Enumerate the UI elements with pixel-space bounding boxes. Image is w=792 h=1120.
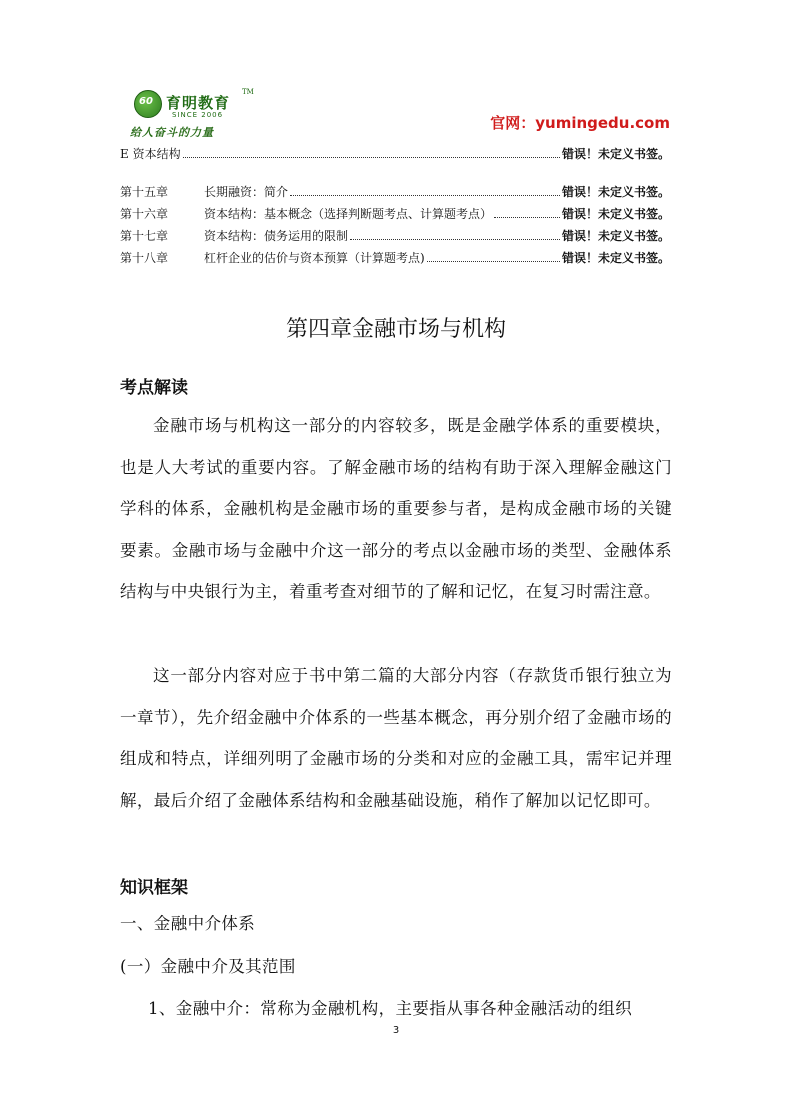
outline-item-level2: (一）金融中介及其范围 bbox=[120, 957, 296, 976]
website-label: 官网：yumingedu.com bbox=[490, 114, 670, 132]
toc-error-text: 错误！未定义书签。 bbox=[561, 251, 670, 265]
outline-item-level1: 一、金融中介体系 bbox=[120, 914, 256, 933]
logo-since: SINCE 2006 bbox=[172, 111, 224, 119]
toc-chapter-number: 第十五章 bbox=[120, 185, 169, 199]
outline-item-level3: 1、金融中介：常称为金融机构，主要指从事各种金融活动的组织 bbox=[148, 999, 633, 1018]
toc-leader-dots bbox=[290, 195, 560, 196]
toc-leader-dots bbox=[183, 157, 560, 158]
logo-trademark: TM bbox=[242, 88, 254, 96]
yuming-logo bbox=[130, 88, 254, 140]
toc-error-text: 错误！未定义书签。 bbox=[561, 147, 670, 161]
toc-entry-title: 长期融资：简介 bbox=[204, 185, 289, 199]
toc-row[interactable] bbox=[120, 226, 670, 244]
logo-slogan: 给人奋斗的力量 bbox=[130, 126, 214, 139]
toc-chapter-number: 第十八章 bbox=[120, 251, 169, 265]
toc-chapter-number: 第十六章 bbox=[120, 207, 169, 221]
toc-error-text: 错误！未定义书签。 bbox=[561, 207, 670, 221]
toc-leader-dots bbox=[350, 239, 560, 240]
toc-error-text: 错误！未定义书签。 bbox=[561, 185, 670, 199]
toc-leader-dots bbox=[427, 261, 560, 262]
toc-row[interactable] bbox=[120, 182, 670, 200]
toc-row[interactable] bbox=[120, 144, 670, 162]
toc-row[interactable] bbox=[120, 204, 670, 222]
chapter-title: 第四章金融市场与机构 bbox=[285, 317, 506, 342]
toc-entry-title: E 资本结构 bbox=[120, 147, 181, 161]
toc-chapter-number: 第十七章 bbox=[120, 229, 169, 243]
body-paragraph: 金融市场与机构这一部分的内容较多，既是金融学体系的重要模块，也是人大考试的重要内容。了解金融市场的结构有助于深入理解金融这门学科的体系，金融机构是金融市场的重要参与者，是构成金融市场的关键要素。金融市场与金融中介这一部分的考点以金融市场的类型、金融体系结构与中央银行为主，着重考查对细节的了解和记忆，在复习时需注意。 bbox=[120, 416, 672, 602]
section-heading-exam-points: 考点解读 bbox=[120, 378, 188, 398]
toc-entry-title: 资本结构：基本概念（选择判断题考点、计算题考点） bbox=[204, 207, 493, 221]
toc-entry-title: 杠杆企业的估价与资本预算（计算题考点) bbox=[204, 251, 425, 265]
toc-entry-title: 资本结构：债务运用的限制 bbox=[204, 229, 349, 243]
toc-leader-dots bbox=[494, 217, 560, 218]
toc-row[interactable] bbox=[120, 248, 670, 266]
body-paragraph: 这一部分内容对应于书中第二篇的大部分内容（存款货币银行独立为一章节），先介绍金融中介体系的一些基本概念，再分别介绍了金融市场的组成和特点，详细列明了金融市场的分类和对应的金融工具，需牢记并理解，最后介绍了金融体系结构和金融基础设施，稍作了解加以记忆即可。 bbox=[120, 666, 672, 810]
page-number: 3 bbox=[392, 1025, 400, 1036]
document-header bbox=[130, 88, 670, 146]
section-heading-knowledge-framework: 知识框架 bbox=[120, 878, 188, 898]
logo-emblem-icon: 60 bbox=[134, 90, 162, 118]
toc-error-text: 错误！未定义书签。 bbox=[561, 229, 670, 243]
logo-name: 育明教育 bbox=[166, 94, 231, 112]
